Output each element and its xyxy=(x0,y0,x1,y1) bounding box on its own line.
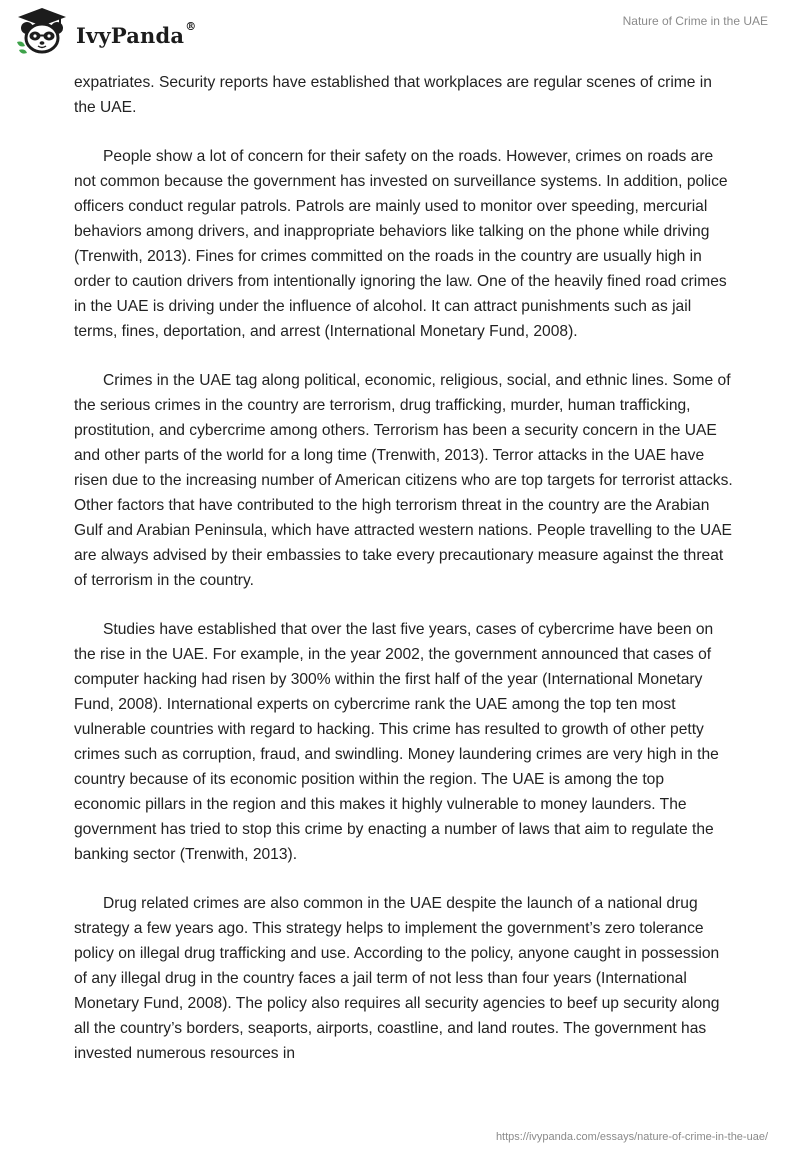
paragraph-road-safety: People show a lot of concern for their safety on the roads. However, crimes on roads are not common because the government has invested on surveillance systems. In addition, police officers conduct regular patrols. Patrols are mainly used to monitor over speeding, mercurial behaviors among drivers, and inappropriate behaviors like talking on the phone while driving (Trenwith, 2013). Fines for crimes committed on the roads in the country are usually high in order to caution drivers from intentionally ignoring the law. One of the heavily fined road crimes in the UAE is driving under the influence of alcohol. It can attract punishments such as jail terms, fines, deportation, and arrest (International Monetary Fund, 2008). xyxy=(74,148,728,340)
page-header xyxy=(0,0,800,64)
paragraph-terrorism: Crimes in the UAE tag along political, economic, religious, social, and ethnic lines. Some of the serious crimes in the country are terrorism, drug trafficking, murder, human trafficking, prostitution, and cybercrime among others. Terrorism has been a security concern in the UAE and other parts of the world for a long time (Trenwith, 2013). Terror attacks in the UAE have risen due to the increasing number of American citizens who are top targets for terrorist attacks. Other factors that have contributed to the high terrorism threat in the country are the Arabian Gulf and Arabian Peninsula, which have attracted western nations. People travelling to the UAE are always advised by their embassies to take every precautionary measure against the threat of terrorism in the country. xyxy=(74,372,733,589)
essay-body xyxy=(74,70,734,1090)
paragraph-drug-crimes: Drug related crimes are also common in the UAE despite the launch of a national drug strategy a few years ago. This strategy helps to implement the government’s zero tolerance policy on illegal drug trafficking and use. According to the policy, anyone caught in possession of any illegal drug in the country faces a jail term of not less than four years (International Monetary Fund, 2008). The policy also requires all security agencies to beef up security along all the country’s borders, seaports, airports, coastline, and land routes. The government has invested numerous resources in xyxy=(74,895,720,1062)
paragraph-cybercrime: Studies have established that over the last five years, cases of cybercrime have been on the rise in the UAE. For example, in the year 2002, the government announced that cases of computer hacking had risen by 300% within the first half of the year (International Monetary Fund, 2008). International experts on cybercrime rank the UAE among the top ten most vulnerable countries with regard to hacking. This crime has resulted to growth of other petty crimes such as corruption, fraud, and swindling. Money laundering crimes are very high in the country because of its economic position within the region. The UAE is among the top economic pillars in the region and this makes it highly vulnerable to money launders. The government has tried to stop this crime by enacting a number of laws that aim to regulate the banking sector (Trenwith, 2013). xyxy=(74,621,719,863)
panda-graduate-icon xyxy=(14,6,70,58)
source-url-link[interactable]: https://ivypanda.com/essays/nature-of-crime-in-the-uae/ xyxy=(495,1131,768,1143)
ivypanda-logo[interactable] xyxy=(14,6,196,58)
registered-mark: ® xyxy=(185,19,197,33)
document-title: Nature of Crime in the UAE xyxy=(622,14,768,28)
paragraph-continuation: expatriates. Security reports have established that workplaces are regular scenes of crime in the UAE. xyxy=(74,74,712,116)
brand-name: IvyPanda® xyxy=(76,19,197,48)
